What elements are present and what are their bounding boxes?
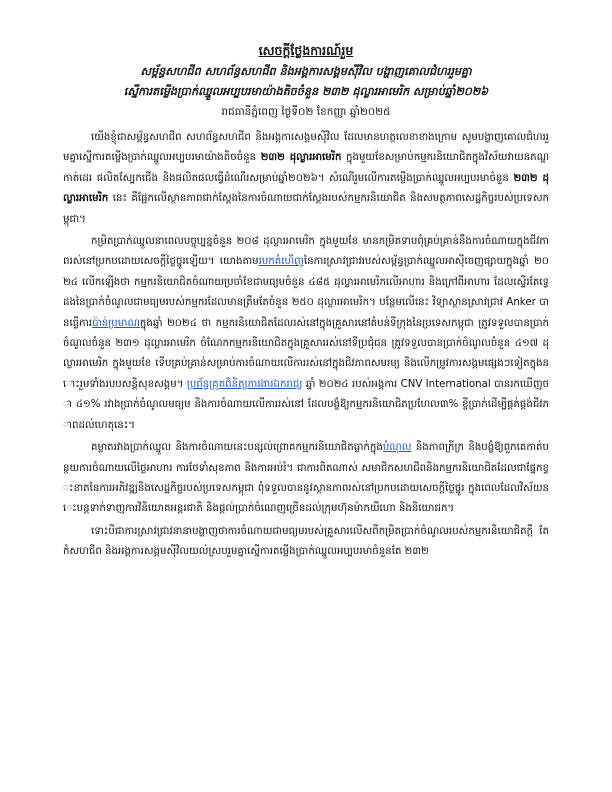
paragraph-2: [63, 232, 549, 436]
paragraph-1-text-c: ក្នុងមួយខែសម្រាប់កម្មករនិយោជិតក្នុងវិស័យវាយនភណ្ឌ កាត់ដេរ ផលិតស្បែកជើង និងផលិតផលធ្វើដំណើរសម្រាប់ឆ្នាំ២០២៦។ សំណើរួមលើការតម្លើងប្រាក់ឈ្នួលអប្បបរមាចំនួន: [63, 152, 550, 184]
document-subtitle-line-1: សម្ព័ន្ធសហជីព សហព័ន្ធសហជីព និងអង្គការសង្គមស៊ីវិល បង្ហាញគោលជំហររួមគ្នា: [140, 65, 472, 78]
paragraph-2-text-a: កម្រិតប្រាក់ឈ្នួលនាពេលបច្ចុប្បន្នចំនួន ២០៨ ដុល្លារអាមេរិក ក្នុងមួយខែ មានកម្រិតទាបពុំគ្រប់គ្រាន់នឹងការចំណាយក្នុងជីវភាពរស់នៅប្រកបដោយសេចក្តីថ្លៃថ្នូរឡើយ។ យោងតាម: [63, 236, 549, 268]
independent-monitoring-link[interactable]: ប្រព័ន្ធគ្រុតពិនិត្យការងារឯករាជ្យ: [186, 378, 303, 390]
paragraph-3-text-a: គម្លាតរវាងប្រាក់ឈ្នួល និងការចំណាយនេះបន្សល់ព្រោគកម្មករនិយោជិតធ្លាក់ក្នុង: [91, 442, 383, 454]
paragraph-1-amount-2: ២៣២ ដុល្លារអាមេរិក: [63, 172, 549, 205]
paragraph-1-amount-1: ២៣២ ដុល្លារអាមេរិក: [260, 152, 342, 164]
document-date: រាជធានីភ្នំពេញ ថ្ងៃទី០២ ខែកញ្ញា ឆ្នាំ២០២៥: [221, 106, 391, 118]
paragraph-3: [63, 438, 549, 520]
document-subtitle-line-2: ស្នើការតម្លើងប្រាក់ឈ្នួលអប្បបរមាយ៉ាងតិចចំនួន ២៣២ ដុល្លារអាមេរិក សម្រាប់ឆ្នាំ២០២៦: [123, 85, 489, 98]
document-title: សេចក្តីថ្លែងការណ៍រួម: [258, 43, 354, 58]
findings-link[interactable]: របកគំហើញ: [258, 256, 304, 268]
paragraph-2-text-d: ឆ្នាំ ២០២៤ របស់អង្គការ CNV International បានរកឃើញថា ៤១% រវាងប្រាក់ចំណូលមធ្យម និងការចំណាយលើការរស់នៅ ដែលបង្ខំឱ្យកម្មករនិយោជិតប្រហែល៣% ខ្ចីប្រាក់ដើម្បីផ្គត់ផ្គង់ជីវភាពដល់ហេតុនេះ។: [63, 378, 549, 431]
estimate-link[interactable]: ប៉ាន់ប្រមាណ: [92, 317, 140, 329]
paragraph-2-text-b: នៃការស្រាវជ្រាវរបស់សម្ព័ន្ធប្រាក់ឈ្នួលអាស៊ីចេញផ្សាយក្នុងឆ្នាំ ២០២៤ លើកឡើងថា កម្មករនិយោជិតចំណាយប្រចាំខែជាមធ្យមចំនួន ៤៨៥ ដុល្លារអាមេរិកលើអាហារ និងក្រៅពីអាហារ ដែលស្ទើរតែទ្វេដងនៃប្រាក់ចំណូលជាមធ្យមរបស់កម្មករដែលមានត្រឹមតែចំនួន ២៥០ ដុល្លារអាមេរិក។ បន្ថែមលើនេះ វិទ្យាស្ថានស្រាវជ្រាវ Anker បានធ្វើការ: [63, 256, 549, 329]
paragraph-2-text-c: ក្នុងឆ្នាំ ២០២៤ ថា កម្មករនិយោជិតដែលរស់នៅក្នុងគ្រួសារនៅតំបន់ទីក្រុងនៃប្រទេសកម្ពុជា ត្រូវទទួលបានប្រាក់ចំណូលចំនួន ២៣១ ដុល្លារអាមេរិក ចំណែកកម្មករនិយោជិតក្នុងគ្រួសាររស់នៅទីប្រជុំជន ត្រូវទទួលបានប្រាក់ចំណូលចំនួន ៤១៧ ដុល្លារអាមេរិក ក្នុងមួយខែ ទើបគ្រប់គ្រាន់សម្រាប់ការចំណាយលើការរស់នៅក្នុងជីវភាពសមរម្យ និងលើកម្រូវការសង្គមផ្សេងៗទៀតក្នុងនោះរួមទាំងរបបសន្តិសុខសង្គម។: [63, 317, 549, 390]
paragraph-4: [63, 522, 549, 563]
debt-link[interactable]: បំណុល: [382, 442, 412, 454]
paragraph-3-text-b: និងភាពក្រីក្រ និងបង្ខំឱ្យពួកគេកាត់បន្ថយការចំណាយលើថ្លៃអាហារ ការថែទាំសុខភាព និងការអប់រំ។ ជាការពិតណាស់ សមាជិកសហជីពនិងកម្មករនិយោជិតដែលជាផ្នែកខ្វះខាតនៃការអភិវឌ្ឍនិងសេដ្ឋកិច្ចរបស់ប្រទេសកម្ពុជា ពុំទទួលបាននូវស្ថានភាពរស់នៅប្រកបដោយសេចក្តីថ្លៃថ្នូរ ក្នុងពេលដែលវិស័យនេះបន្តទាក់ទាញការវិនិយោគអន្តរជាតិ និងផ្តល់ប្រាក់ចំណេញច្រើនដល់ក្រុមហ៊ុនម៉ាកយីហោ និងនិយោជក។: [63, 442, 549, 515]
paragraph-1: [63, 128, 549, 230]
paragraph-1-text-a: យើងខ្ញុំជាសម្ព័ន្ធសហជីព សហព័ន្ធសហជីព និងអង្គការសង្គមស៊ីវិល ដែលមានហត្ថលេខាខាងក្រោម សូមបង្ហាញគោលជំហររួមគ្នាស្នើការតម្លើងប្រាក់ឈ្នួលអប្បបរមាយ៉ាងតិចចំនួន: [63, 132, 549, 164]
paragraph-1-text-e: នេះ គឺផ្អែកលើស្ថានភាពជាក់ស្តែងនៃការចំណាយជាក់ស្តែងរបស់កម្មករនិយោជិត និងសមត្ថភាពសេដ្ឋកិច្ចរបស់ប្រទេសកម្ពុជា។: [63, 193, 549, 225]
paragraph-4-text-a: ទោះបីជាការស្រាវជ្រាវនានាបង្ហាញថាការចំណាយជាមធ្យមរបស់គ្រួសារលើសពីកម្រិតប្រាក់ចំណូលរបស់កម្មករនិយោជិតក្តី តែកំសហជីព និងអង្គការសង្គមស៊ីវិលយល់ស្របរួមគ្នាស្នើការតម្លើងប្រាក់ឈ្នួលអប្បបរមាចំនួនតែ ២៣២: [63, 525, 549, 558]
